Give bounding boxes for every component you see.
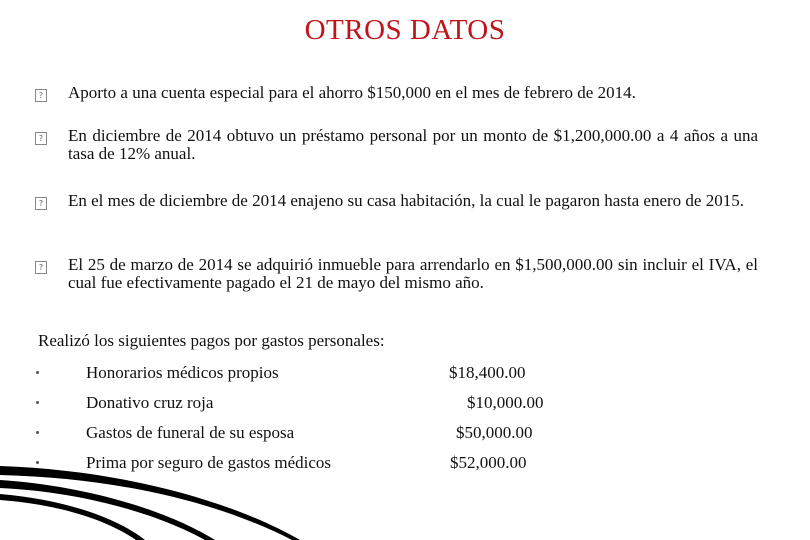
- expense-amount: $52,000.00: [450, 453, 527, 472]
- checkbox-icon: ?: [35, 197, 47, 210]
- section-subtitle: Realizó los siguientes pagos por gastos personales:: [38, 331, 385, 350]
- bullet-text: En diciembre de 2014 obtuvo un préstamo personal por un monto de $1,200,000.00 a 4 años a una tasa de 12% anual.: [68, 126, 758, 163]
- expense-amount: $50,000.00: [456, 423, 533, 442]
- checkbox-icon: ?: [35, 132, 47, 145]
- page-title: OTROS DATOS: [304, 14, 506, 46]
- expense-amount: $18,400.00: [449, 363, 526, 382]
- expense-label: Gastos de funeral de su esposa: [86, 423, 295, 442]
- bullet-text: El 25 de marzo de 2014 se adquirió inmueble para arrendarlo en $1,500,000.00 sin incluir el IVA, el cual fue efectivamente pagado el 21 de mayo del mismo año.: [68, 255, 758, 292]
- expense-label: Honorarios médicos propios: [86, 363, 279, 382]
- expense-label: Donativo cruz roja: [86, 393, 214, 412]
- checkbox-icon: ?: [35, 89, 47, 102]
- expense-amount: $10,000.00: [467, 393, 544, 412]
- expense-label: Prima por seguro de gastos médicos: [86, 453, 332, 472]
- checkbox-icon: ?: [35, 261, 47, 274]
- bullet-text: En el mes de diciembre de 2014 enajeno su casa habitación, la cual le pagaron hasta enero de 2015.: [68, 191, 744, 210]
- bullet-text: Aporto a una cuenta especial para el ahorro $150,000 en el mes de febrero de 2014.: [68, 83, 636, 102]
